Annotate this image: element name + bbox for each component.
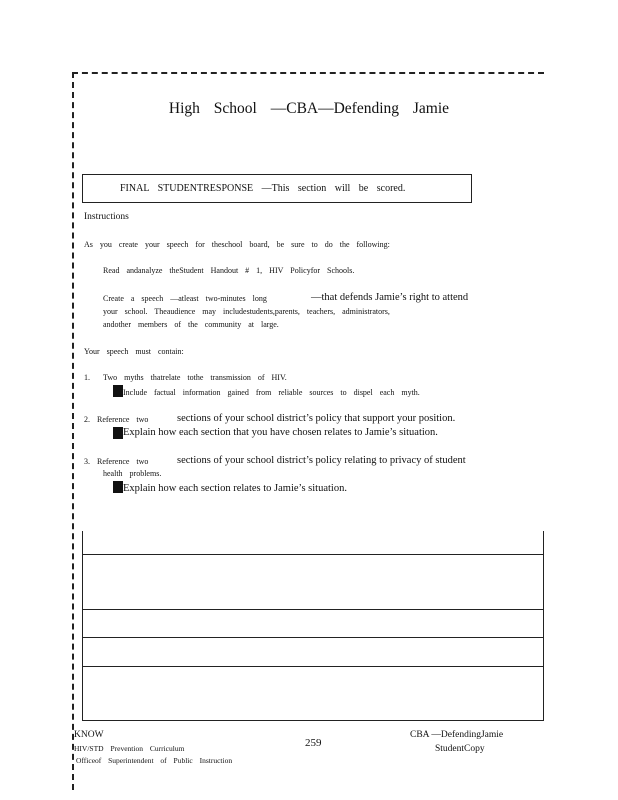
item2-number: 2. [84, 415, 90, 424]
response-table [82, 531, 544, 721]
bullet-square-icon [113, 481, 123, 493]
create-line-a: Create a speech —atleast two-minutes long [103, 294, 267, 303]
item3-text-a: Reference two [97, 457, 149, 466]
create-line-b: —that defends Jamie’s right to attend [311, 292, 469, 303]
table-row-divider [82, 637, 543, 638]
top-dashed-rule [72, 72, 544, 74]
footer-office: Officeof Superintendent of Public Instruction [76, 756, 233, 765]
final-response-text: FINAL STUDENTRESPONSE —This section will be scored. [120, 183, 406, 194]
footer-know: KNOW [74, 730, 104, 740]
left-dashed-rule [72, 72, 74, 790]
item3-sub: Explain how each section relates to Jamie’s situation. [123, 483, 347, 494]
contain-heading: Your speech must contain: [84, 347, 184, 356]
item3-number: 3. [84, 457, 90, 466]
footer-student-copy: StudentCopy [435, 744, 485, 754]
footer-curriculum: HIV/STD Prevention Curriculum [74, 744, 185, 753]
page-number: 259 [305, 737, 322, 749]
bullet-square-icon [113, 427, 123, 439]
item1-number: 1. [84, 373, 90, 382]
item2-sub: Explain how each section that you have chosen relates to Jamie’s situation. [123, 427, 438, 438]
item3-text-b: sections of your school district’s policy relating to privacy of student [177, 455, 466, 466]
table-row-divider [82, 554, 543, 555]
item1-text: Two myths thatrelate tothe transmission of HIV. [103, 373, 287, 382]
item2-text-b: sections of your school district’s policy that support your position. [177, 413, 456, 424]
table-row-divider [82, 666, 543, 667]
read-line: Read andanalyze theStudent Handout # 1, HIV Policyfor Schools. [103, 266, 355, 275]
page-title: High School —CBA—Defending Jamie [168, 100, 450, 117]
bullet-square-icon [113, 385, 123, 397]
table-row-divider [82, 609, 543, 610]
item2-text-a: Reference two [97, 415, 149, 424]
item1-sub: Include factual information gained from reliable sources to dispel each myth. [123, 388, 420, 397]
instructions-intro: As you create your speech for theschool board, be sure to do the following: [84, 240, 390, 249]
instructions-heading: Instructions [84, 212, 129, 222]
footer-cba: CBA —DefendingJamie [410, 730, 504, 740]
item3-text-c: health problems. [103, 469, 162, 478]
create-line-3: andother members of the community at large. [103, 320, 279, 329]
create-line-2: your school. Theaudience may includestudents,parents, teachers, administrators, [103, 307, 390, 316]
